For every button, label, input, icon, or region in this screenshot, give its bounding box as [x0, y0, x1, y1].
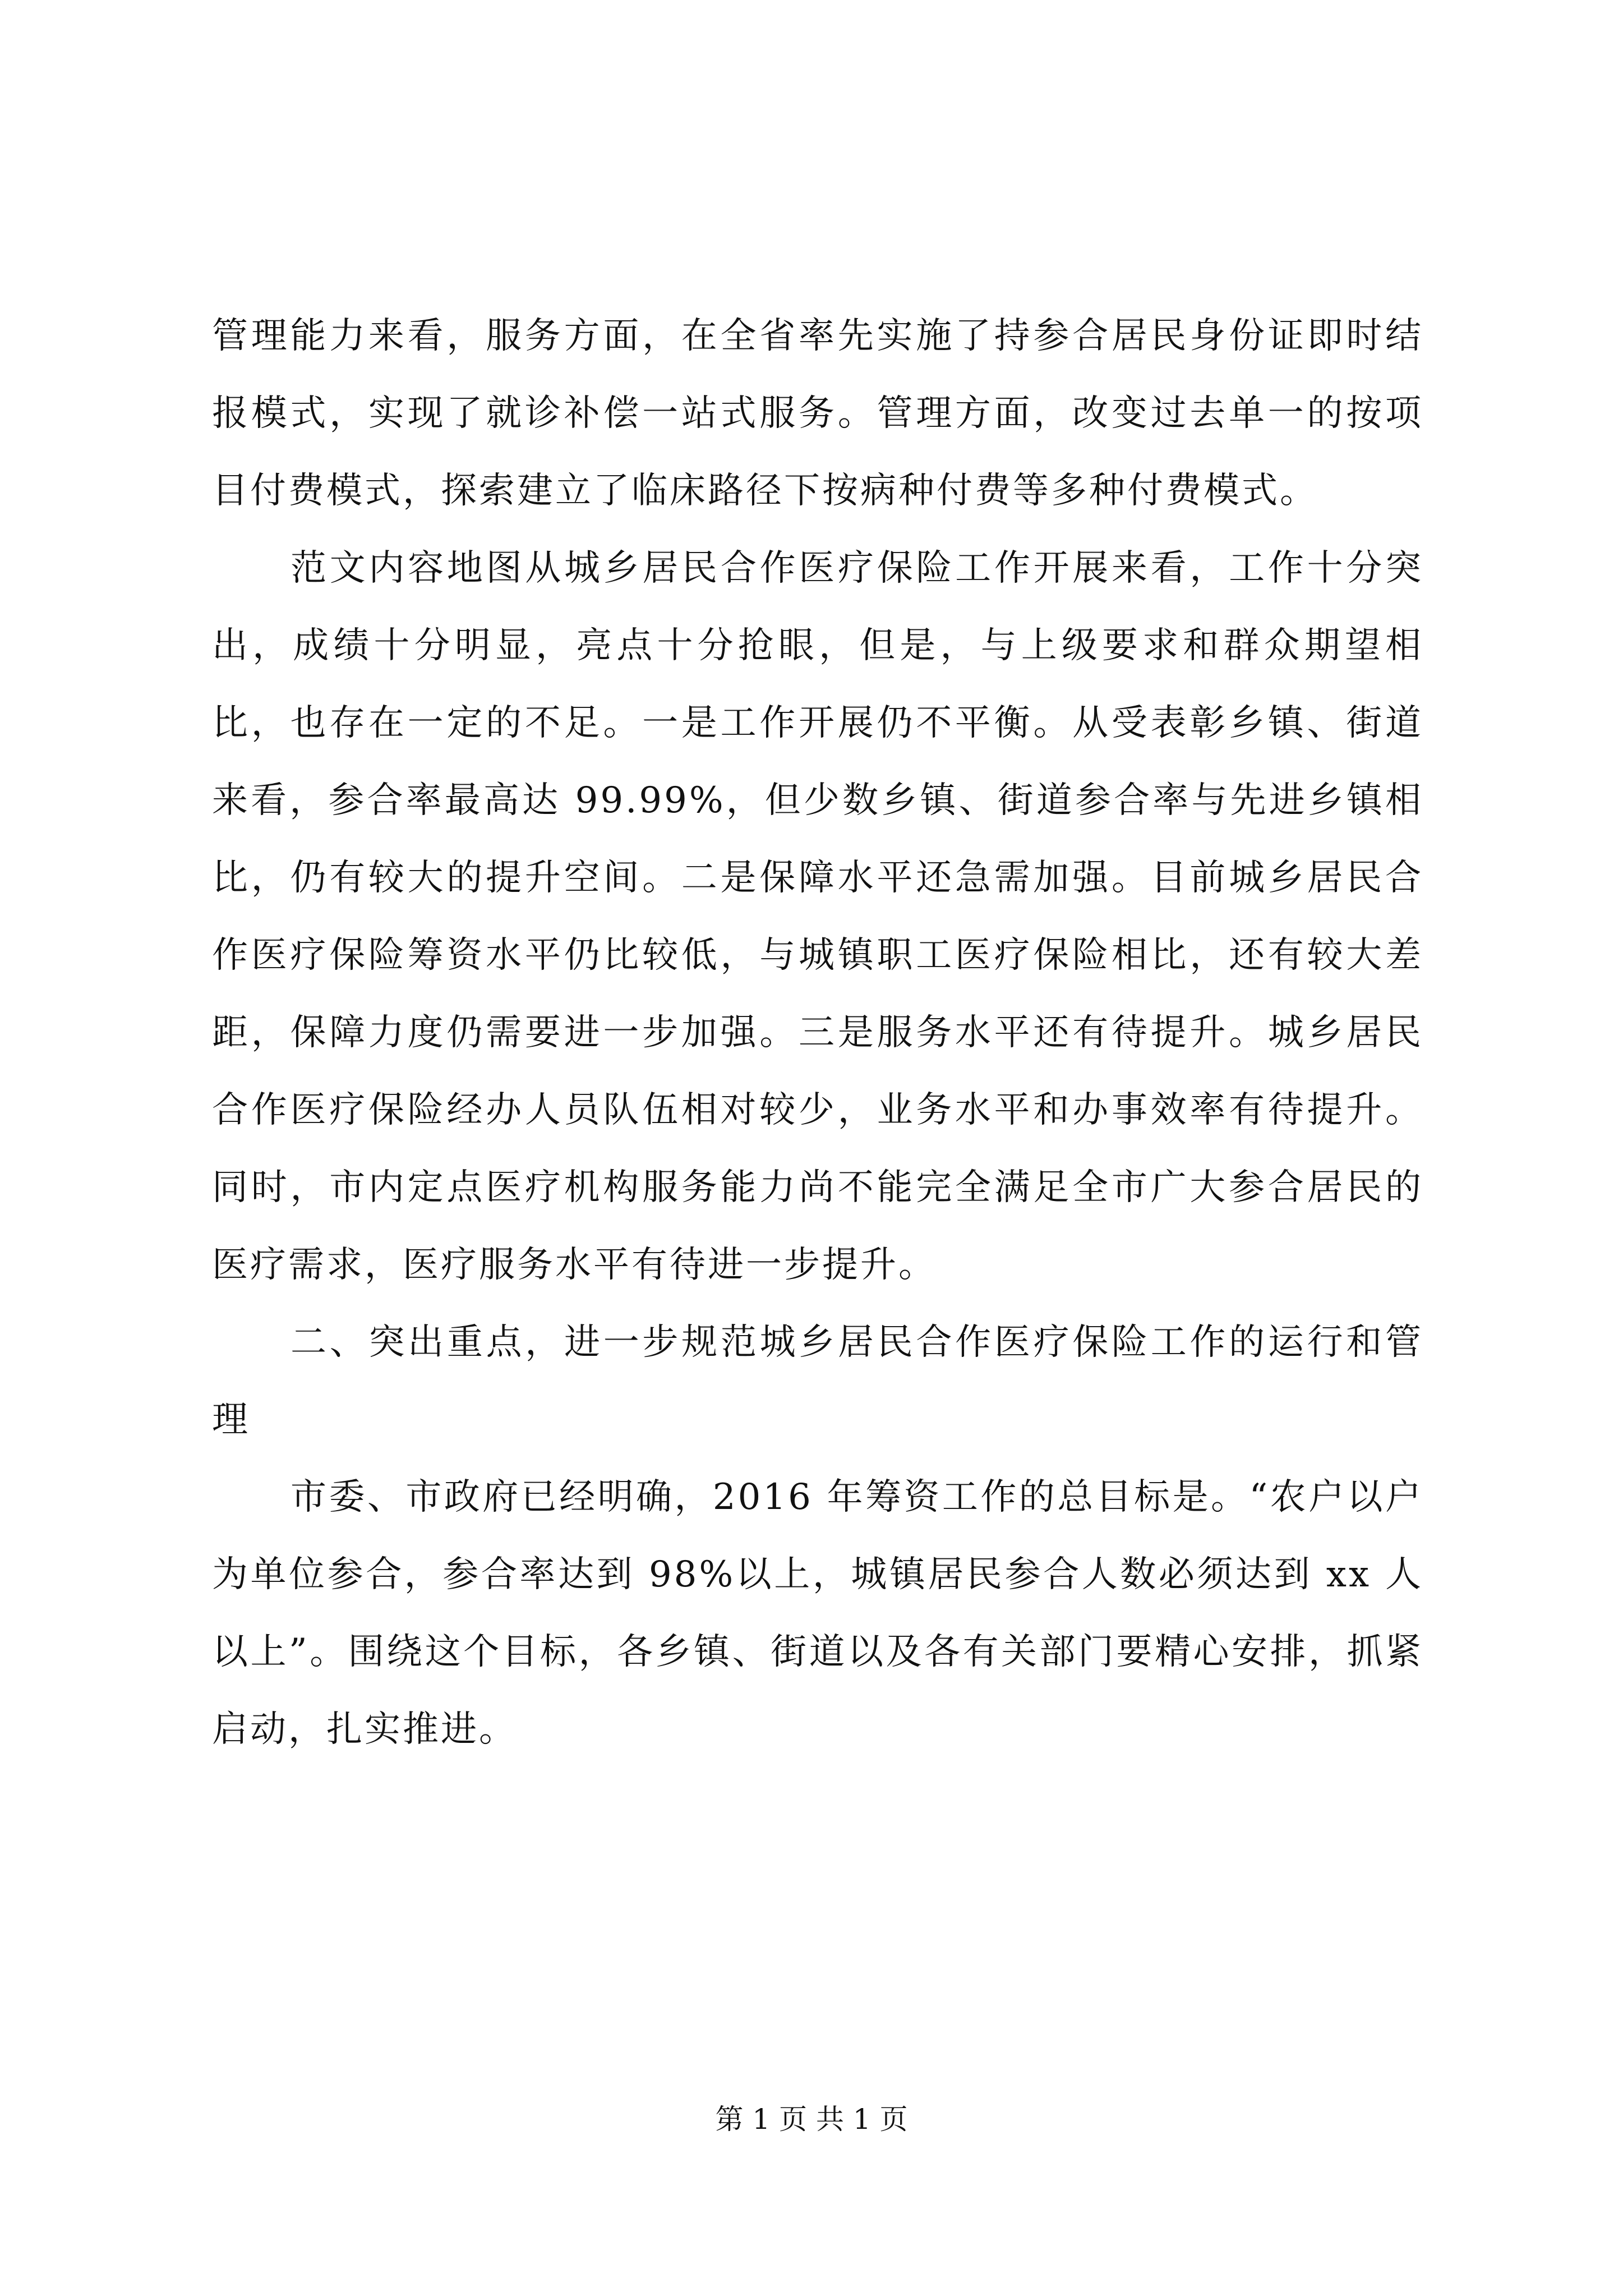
paragraph-management-capability: 管理能力来看，服务方面，在全省率先实施了持参合居民身份证即时结报模式，实现了就诊补偿一站式服务。管理方面，改变过去单一的按项目付费模式，探索建立了临床路径下按病种付费等多种付费模式。: [212, 315, 1423, 512]
page-footer: 第 1 页 共 1 页: [715, 2103, 908, 2136]
paragraph-funding-target: 市委、市政府已经明确，2016 年筹资工作的总目标是。“农户以户为单位参合，参合率达到 98%以上，城镇居民参合人数必须达到 xx 人以上”。围绕这个目标，各乡镇、街道以及各有关部门要精心安排，抓紧启动，扎实推进。: [212, 1476, 1423, 1750]
document-body: [212, 297, 1423, 1768]
paragraph-shortcomings: 范文内容地图从城乡居民合作医疗保险工作开展来看，工作十分突出，成绩十分明显，亮点十分抢眼，但是，与上级要求和群众期望相比，也存在一定的不足。一是工作开展仍不平衡。从受表彰乡镇、街道来看，参合率最高达 99.99%，但少数乡镇、街道参合率与先进乡镇相比，仍有较大的提升空间。二是保障水平还急需加强。目前城乡居民合作医疗保险筹资水平仍比较低，与城镇职工医疗保险相比，还有较大差距，保障力度仍需要进一步加强。三是服务水平还有待提升。城乡居民合作医疗保险经办人员队伍相对较少，业务水平和办事效率有待提升。同时，市内定点医疗机构服务能力尚不能完全满足全市广大参合居民的医疗需求，医疗服务水平有待进一步提升。: [212, 547, 1423, 1286]
section-heading-two: 二、突出重点，进一步规范城乡居民合作医疗保险工作的运行和管理: [212, 1322, 1423, 1441]
